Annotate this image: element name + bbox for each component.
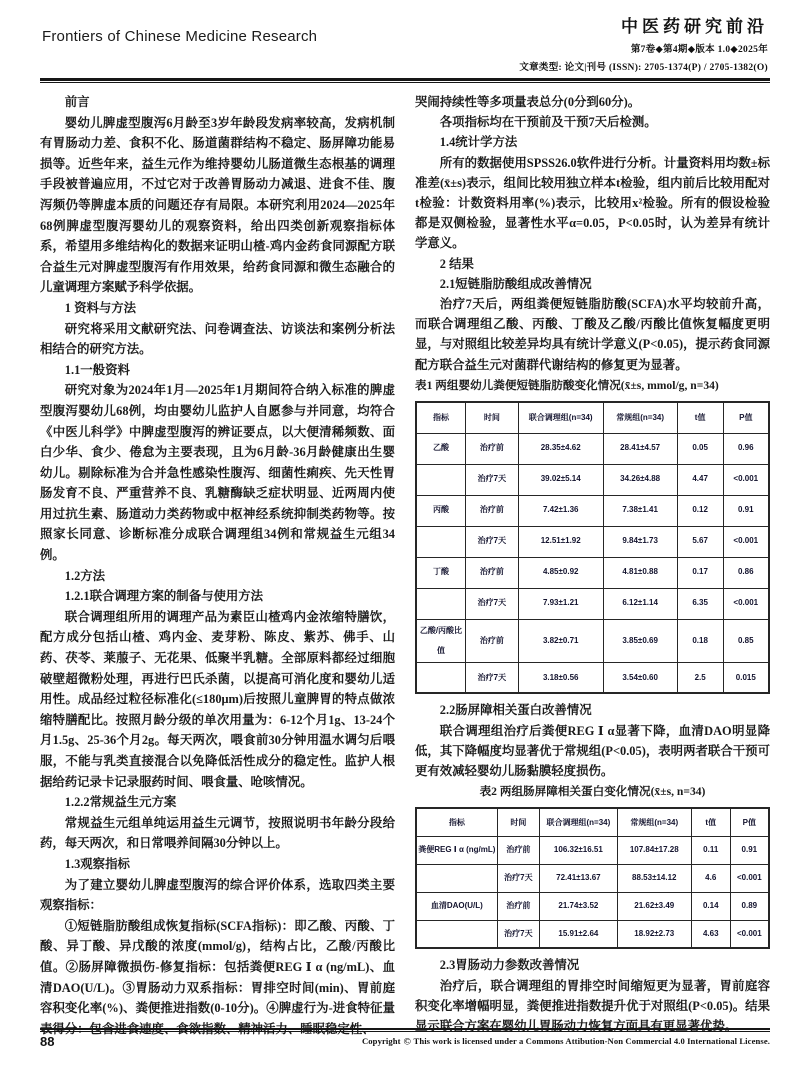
paragraph-general-data: 研究对象为2024年1月—2025年1月期间符合纳入标准的脾虚型腹泻婴幼儿68例，均由婴幼儿监护人自愿参与并同意，均符合《中医儿科学》中脾虚型腹泻的辨证要点，以大便清稀频数、面白少华、食少、倦怠为主要表现，且为6月龄-36月龄健康出生婴幼儿。剔除标准为合并急性感染性腹泻、细菌性痢疾、先天性胃肠发育不良、严重营养不良、乳糖酶缺乏症状明显、近两周内使用过抗生素、肠道动力类药物或中枢神经系统抑制类药物等。按照家长同意、诊断标准分成联合调理组34例和常规益生元组34例。 xyxy=(40,383,395,563)
table-row xyxy=(416,920,769,948)
table-cell: 28.35±4.62 xyxy=(518,433,603,464)
table-cell: 0.17 xyxy=(677,557,723,588)
copyright-license-text: This work is licensed under a Commons Attibution-Non Commercial 4.0 International License. xyxy=(413,1036,770,1046)
table-cell: <0.001 xyxy=(723,526,769,557)
table-cell: 粪便REG Ⅰ α (ng/mL) xyxy=(416,836,497,864)
paragraph-methods: 研究将采用文献研究法、问卷调查法、访谈法和案例分析法相结合的研究方法。 xyxy=(40,321,395,357)
table-cell: 2.5 xyxy=(677,662,723,693)
table-cell: 18.92±2.73 xyxy=(617,920,691,948)
paragraph-method-1-2-1: 联合调理组所用的调理产品为素臣山楂鸡内金浓缩特膳饮，配方成分包括山楂、鸡内金、麦芽粉、陈皮、紫苏、佛手、山药、茯苓、莱菔子、无花果、低聚半乳糖。全部原料都经过细胞破壁超微粉处理，再进行巴氏杀菌，以提高可消化度和婴幼儿适用性。成品经过粒径标准化(≤180μm)后按照儿童脾胃的特点做浓缩特膳配比。按照月龄分级的单次用量为：6-12个月1g、13-24个月1.5g、25-36个月2g。每天两次，喂食前30分钟用温水调匀后喂服，不能与乳类直接混合以免降低活性成分的稳定性。监护人根据给药记录卡记录服药时间、喂食量、呛咳情况。 xyxy=(40,609,395,789)
table-header-cell: 常规组(n=34) xyxy=(603,402,677,433)
journal-header-right xyxy=(519,12,768,73)
table-header-cell: t值 xyxy=(677,402,723,433)
table-cell: <0.001 xyxy=(730,920,769,948)
table-cell: 0.05 xyxy=(677,433,723,464)
table-cell: 4.6 xyxy=(691,864,730,892)
table-barrier-proteins xyxy=(415,807,770,949)
journal-title-cn: 中医药研究前沿 xyxy=(621,17,768,36)
copyright-line xyxy=(362,1036,770,1046)
paragraph-statistics: 所有的数据使用SPSS26.0软件进行分析。计量资料用均数±标准差(x̄±s)表示，组间比较用独立样本t检验，组内前后比较用配对t检验：计数资料用率(%)表示，比较用x²检验。所有的假设检验都是双侧检验，显著性水平α=0.05，P<0.05时，认为差异有统计学意义。 xyxy=(415,155,770,251)
table-cell: 7.38±1.41 xyxy=(603,495,677,526)
table-cell: 72.41±13.67 xyxy=(540,864,618,892)
journal-title-en: Frontiers of Chinese Medicine Research xyxy=(42,28,318,45)
table-cell: 7.93±1.21 xyxy=(518,588,603,619)
table2-caption: 表2 两组肠屏障相关蛋白变化情况(x̄±s, n=34) xyxy=(479,785,706,799)
table-row xyxy=(416,495,769,526)
left-column xyxy=(40,92,395,1045)
table-cell: 乙酸 xyxy=(416,433,465,464)
table-cell: 治疗前 xyxy=(497,836,539,864)
table-row xyxy=(416,464,769,495)
table-cell xyxy=(416,526,465,557)
table-cell: 治疗7天 xyxy=(465,662,518,693)
table-cell: 106.32±16.51 xyxy=(540,836,618,864)
table-header-cell: 指标 xyxy=(416,808,497,836)
copyright-icon: © xyxy=(403,1035,411,1047)
table-cell: 4.81±0.88 xyxy=(603,557,677,588)
table-cell: 0.96 xyxy=(723,433,769,464)
table-cell: <0.001 xyxy=(723,464,769,495)
heading-materials-methods: 1 资料与方法 xyxy=(64,300,137,315)
table-cell: 6.35 xyxy=(677,588,723,619)
table-cell: 血清DAO(U/L) xyxy=(416,892,497,920)
table1-caption: 表1 两组婴幼儿粪便短链脂肪酸变化情况(x̄±s, mmol/g, n=34) xyxy=(415,378,719,392)
table-cell: 4.47 xyxy=(677,464,723,495)
table-cell: 治疗前 xyxy=(497,892,539,920)
heading-method-1-2-2: 1.2.2常规益生元方案 xyxy=(64,795,177,810)
heading-observation-index: 1.3观察指标 xyxy=(64,856,130,871)
table-cell: 乙酸/丙酸比值 xyxy=(416,619,465,662)
table-row xyxy=(416,433,769,464)
table-header-cell: 指标 xyxy=(416,402,465,433)
table-cell xyxy=(416,588,465,619)
journal-issue-line: 第7卷◆第4期◆版本 1.0◆2025年 xyxy=(630,45,768,55)
journal-header xyxy=(40,8,770,78)
heading-statistics: 1.4统计学方法 xyxy=(439,135,518,150)
table-scfa-changes xyxy=(415,401,770,694)
table-cell: 3.85±0.69 xyxy=(603,619,677,662)
table-cell: 28.41±4.57 xyxy=(603,433,677,464)
table-cell: 0.11 xyxy=(691,836,730,864)
table-header-cell: t值 xyxy=(691,808,730,836)
table-row xyxy=(416,619,769,662)
table-cell: 107.84±17.28 xyxy=(617,836,691,864)
table-header-cell: P值 xyxy=(730,808,769,836)
table-cell: <0.001 xyxy=(723,588,769,619)
table-cell: 丁酸 xyxy=(416,557,465,588)
paragraph-result-2-1: 治疗7天后，两组粪便短链脂肪酸(SCFA)水平均较前升高，而联合调理组乙酸、丙酸、丁酸及乙酸/丙酸比值恢复幅度更明显，与对照组比较差异均具有统计学意义(P<0.05)，提示药食同源配方联合益生元对菌群代谢结构的修复更为显著。 xyxy=(415,297,770,372)
paragraph-observation-detail: ①短链脂肪酸组成恢复指标(SCFA指标)：即乙酸、丙酸、丁酸、异丁酸、异戊酸的浓度(mmol/g)，结构占比，乙酸/丙酸比值。②肠屏障微损伤-修复指标：包括粪便REG Ⅰ α (ng/mL)、血清DAO(U/L)。③胃肠动力双系指标：胃排空时间(min)、胃前庭容积变化率(%)、粪便推进指数(0-10分)。④脾虚行为-进食特征量表得分：包含进食速度、食欲指数、精神活力、睡眠稳定性、 xyxy=(40,918,395,1036)
table-row xyxy=(416,864,769,892)
table-cell: 21.62±3.49 xyxy=(617,892,691,920)
table-cell: 12.51±1.92 xyxy=(518,526,603,557)
copyright-word: Copyright xyxy=(361,1036,401,1046)
table-header-row xyxy=(416,402,769,433)
table-cell: 0.86 xyxy=(723,557,769,588)
table-cell: 88.53±14.12 xyxy=(617,864,691,892)
table-cell: 治疗前 xyxy=(465,495,518,526)
paragraph-intro: 婴幼儿脾虚型腹泻6月龄至3岁年龄段发病率较高，发病机制有胃肠动力差、食积不化、肠道菌群结构不稳定、肠屏障功能易损等。近些年来，益生元作为维持婴幼儿肠道微生态根基的调理手段被普遍应用，不过它对于改善胃肠动力减退、进食不佳、腹泻频仍等脾虚本质的问题还存有局限。本研究利用2024—2025年68例脾虚型腹泻婴幼儿的观察资料，给出四类创新观察指标体系，希望用多维结构化的数据来证明山楂-鸡内金药食同源配方联合益生元对脾虚型腹泻有作用效果，给药食同源和微生态融合的儿童调理方案赋予科学依据。 xyxy=(40,115,395,295)
table-cell: 3.82±0.71 xyxy=(518,619,603,662)
table-cell xyxy=(416,662,465,693)
table-cell: 治疗7天 xyxy=(497,920,539,948)
table-cell: 4.63 xyxy=(691,920,730,948)
table-cell: 治疗前 xyxy=(465,557,518,588)
table-cell: 7.42±1.36 xyxy=(518,495,603,526)
table-header-cell: 时间 xyxy=(465,402,518,433)
table-header-cell: P值 xyxy=(723,402,769,433)
table-cell: <0.001 xyxy=(730,864,769,892)
table-cell: 治疗7天 xyxy=(497,864,539,892)
table-cell: 0.18 xyxy=(677,619,723,662)
table-header-cell: 常规组(n=34) xyxy=(617,808,691,836)
right-column xyxy=(415,92,770,1045)
paragraph-detection: 各项指标均在干预前及干预7天后检测。 xyxy=(439,115,657,130)
table-cell: 治疗7天 xyxy=(465,526,518,557)
heading-method-1-2-1: 1.2.1联合调理方案的制备与使用方法 xyxy=(64,589,264,604)
table-cell: 治疗前 xyxy=(465,433,518,464)
table-cell: 0.015 xyxy=(723,662,769,693)
paragraph-result-2-3: 治疗后，联合调理组的胃排空时间缩短更为显著，胃前庭容积变化率增幅明显，粪便推进指数提升优于对照组(P<0.05)。结果显示联合方案在婴幼儿胃肠动力恢复方面具有更显著优势。 xyxy=(415,978,770,1034)
paragraph-method-1-2-2: 常规益生元组单纯运用益生元调节，按照说明书年龄分段给药，每天两次，和日常喂养间隔30分钟以上。 xyxy=(40,815,395,851)
table-row xyxy=(416,662,769,693)
page-number: 88 xyxy=(40,1034,55,1049)
table-row xyxy=(416,557,769,588)
table-cell: 3.54±0.60 xyxy=(603,662,677,693)
table-cell: 6.12±1.14 xyxy=(603,588,677,619)
table-header-cell: 联合调理组(n=34) xyxy=(540,808,618,836)
table-cell: 0.12 xyxy=(677,495,723,526)
page-footer xyxy=(40,1028,770,1049)
table-cell: 5.67 xyxy=(677,526,723,557)
heading-result-2-3: 2.3胃肠动力参数改善情况 xyxy=(439,958,580,973)
table-cell: 0.89 xyxy=(730,892,769,920)
heading-result-2-1: 2.1短链脂肪酸组成改善情况 xyxy=(439,276,592,291)
heading-result-2-2: 2.2肠屏障相关蛋白改善情况 xyxy=(439,703,592,718)
heading-preface: 前言 xyxy=(64,95,90,109)
table-cell: 丙酸 xyxy=(416,495,465,526)
table-cell: 0.91 xyxy=(723,495,769,526)
paragraph-continuation: 哭闹持续性等多项量表总分(0分到60分)。 xyxy=(415,95,641,109)
table-cell xyxy=(416,464,465,495)
paragraph-result-2-2: 联合调理组治疗后粪便REG Ⅰ α显著下降，血清DAO明显降低，其下降幅度均显著优于常规组(P<0.05)，表明两者联合干预可更有效减轻婴幼儿肠黏膜轻度损伤。 xyxy=(415,723,770,779)
table-cell: 34.26±4.88 xyxy=(603,464,677,495)
table-header-cell: 联合调理组(n=34) xyxy=(518,402,603,433)
table-header-cell: 时间 xyxy=(497,808,539,836)
table-cell: 治疗7天 xyxy=(465,588,518,619)
table-cell xyxy=(416,864,497,892)
heading-method-1-2: 1.2方法 xyxy=(64,568,106,583)
table-cell: 39.02±5.14 xyxy=(518,464,603,495)
heading-results: 2 结果 xyxy=(439,256,474,271)
table-row xyxy=(416,526,769,557)
table-cell: 15.91±2.64 xyxy=(540,920,618,948)
table-row xyxy=(416,588,769,619)
table-cell: 0.85 xyxy=(723,619,769,662)
paragraph-observation-intro: 为了建立婴幼儿脾虚型腹泻的综合评价体系，选取四类主要观察指标： xyxy=(40,877,395,913)
heading-general-data: 1.1一般资料 xyxy=(64,362,130,377)
table-cell xyxy=(416,920,497,948)
table-cell: 9.84±1.73 xyxy=(603,526,677,557)
journal-issn-line: 文章类型: 论文|刊号 (ISSN): 2705-1374(P) / 2705-1382(O) xyxy=(519,63,768,73)
table-header-row xyxy=(416,808,769,836)
table-cell: 治疗7天 xyxy=(465,464,518,495)
table-cell: 3.18±0.56 xyxy=(518,662,603,693)
table-cell: 治疗前 xyxy=(465,619,518,662)
article-body xyxy=(40,83,770,1045)
table-row xyxy=(416,892,769,920)
table-cell: 0.91 xyxy=(730,836,769,864)
table-cell: 4.85±0.92 xyxy=(518,557,603,588)
table-row xyxy=(416,836,769,864)
table-cell: 0.14 xyxy=(691,892,730,920)
table-cell: 21.74±3.52 xyxy=(540,892,618,920)
